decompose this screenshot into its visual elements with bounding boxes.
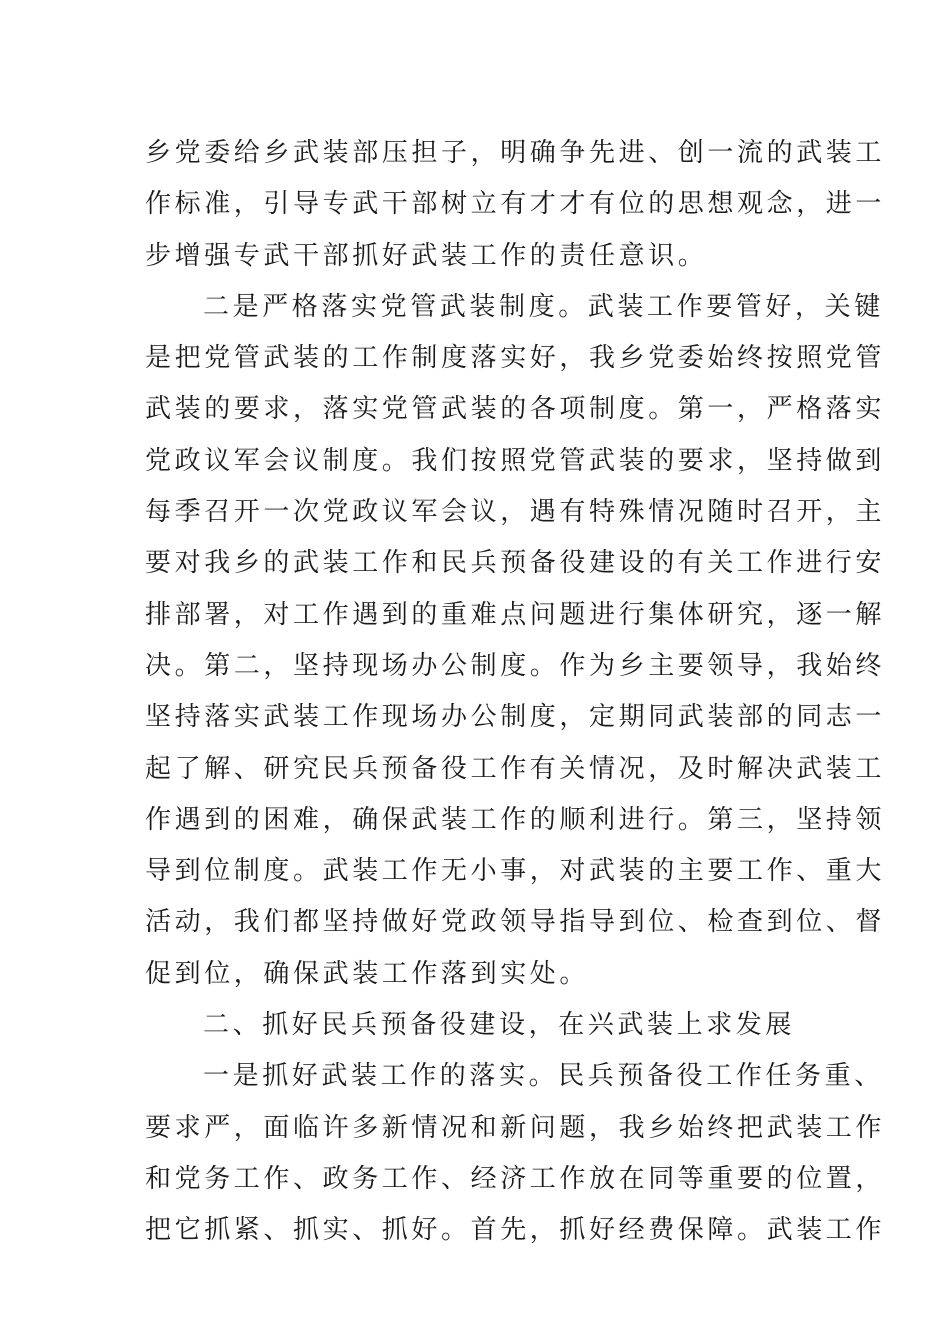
text-line: 把它抓紧、抓实、抓好。首先，抓好经费保障。武装工作 [145, 1215, 886, 1246]
text-line: 起了解、研究民兵预备役工作有关情况，及时解决武装工 [145, 753, 886, 784]
body-text [145, 128, 886, 1257]
text-line: 导到位制度。武装工作无小事，对武装的主要工作、重大 [145, 856, 886, 887]
text-line: 排部署，对工作遇到的重难点问题进行集体研究，逐一解 [145, 599, 886, 630]
text-line: 坚持落实武装工作现场办公制度，定期同武装部的同志一 [145, 702, 886, 733]
text-line: 作标准，引导专武干部树立有才才有位的思想观念，进一 [145, 189, 886, 220]
text-line: 乡党委给乡武装部压担子，明确争先进、创一流的武装工 [145, 138, 886, 168]
text-line: 活动，我们都坚持做好党政领导指导到位、检查到位、督 [145, 907, 886, 938]
text-line: 促到位，确保武装工作落到实处。 [145, 958, 590, 989]
section-heading: 二、抓好民兵预备役建设，在兴武装上求发展 [203, 1010, 796, 1041]
text-line: 是把党管武装的工作制度落实好，我乡党委始终按照党管 [145, 343, 886, 374]
text-line: 步增强专武干部抓好武装工作的责任意识。 [145, 240, 708, 271]
paragraph-start-line: 一是抓好武装工作的落实。民兵预备役工作任务重、 [203, 1061, 884, 1092]
text-line: 要对我乡的武装工作和民兵预备役建设的有关工作进行安 [145, 548, 886, 579]
paragraph-start-line: 二是严格落实党管武装制度。武装工作要管好，关键 [203, 291, 884, 322]
text-line: 武装的要求，落实党管武装的各项制度。第一，严格落实 [145, 394, 886, 425]
text-line: 党政议军会议制度。我们按照党管武装的要求，坚持做到 [145, 445, 886, 476]
text-line: 决。第二，坚持现场办公制度。作为乡主要领导，我始终 [145, 650, 886, 681]
text-line: 要求严，面临许多新情况和新问题，我乡始终把武装工作 [145, 1112, 886, 1143]
text-line: 和党务工作、政务工作、经济工作放在同等重要的位置， [145, 1163, 886, 1194]
text-line: 每季召开一次党政议军会议，遇有特殊情况随时召开，主 [145, 497, 886, 528]
text-line: 作遇到的困难，确保武装工作的顺利进行。第三，坚持领 [145, 804, 886, 835]
